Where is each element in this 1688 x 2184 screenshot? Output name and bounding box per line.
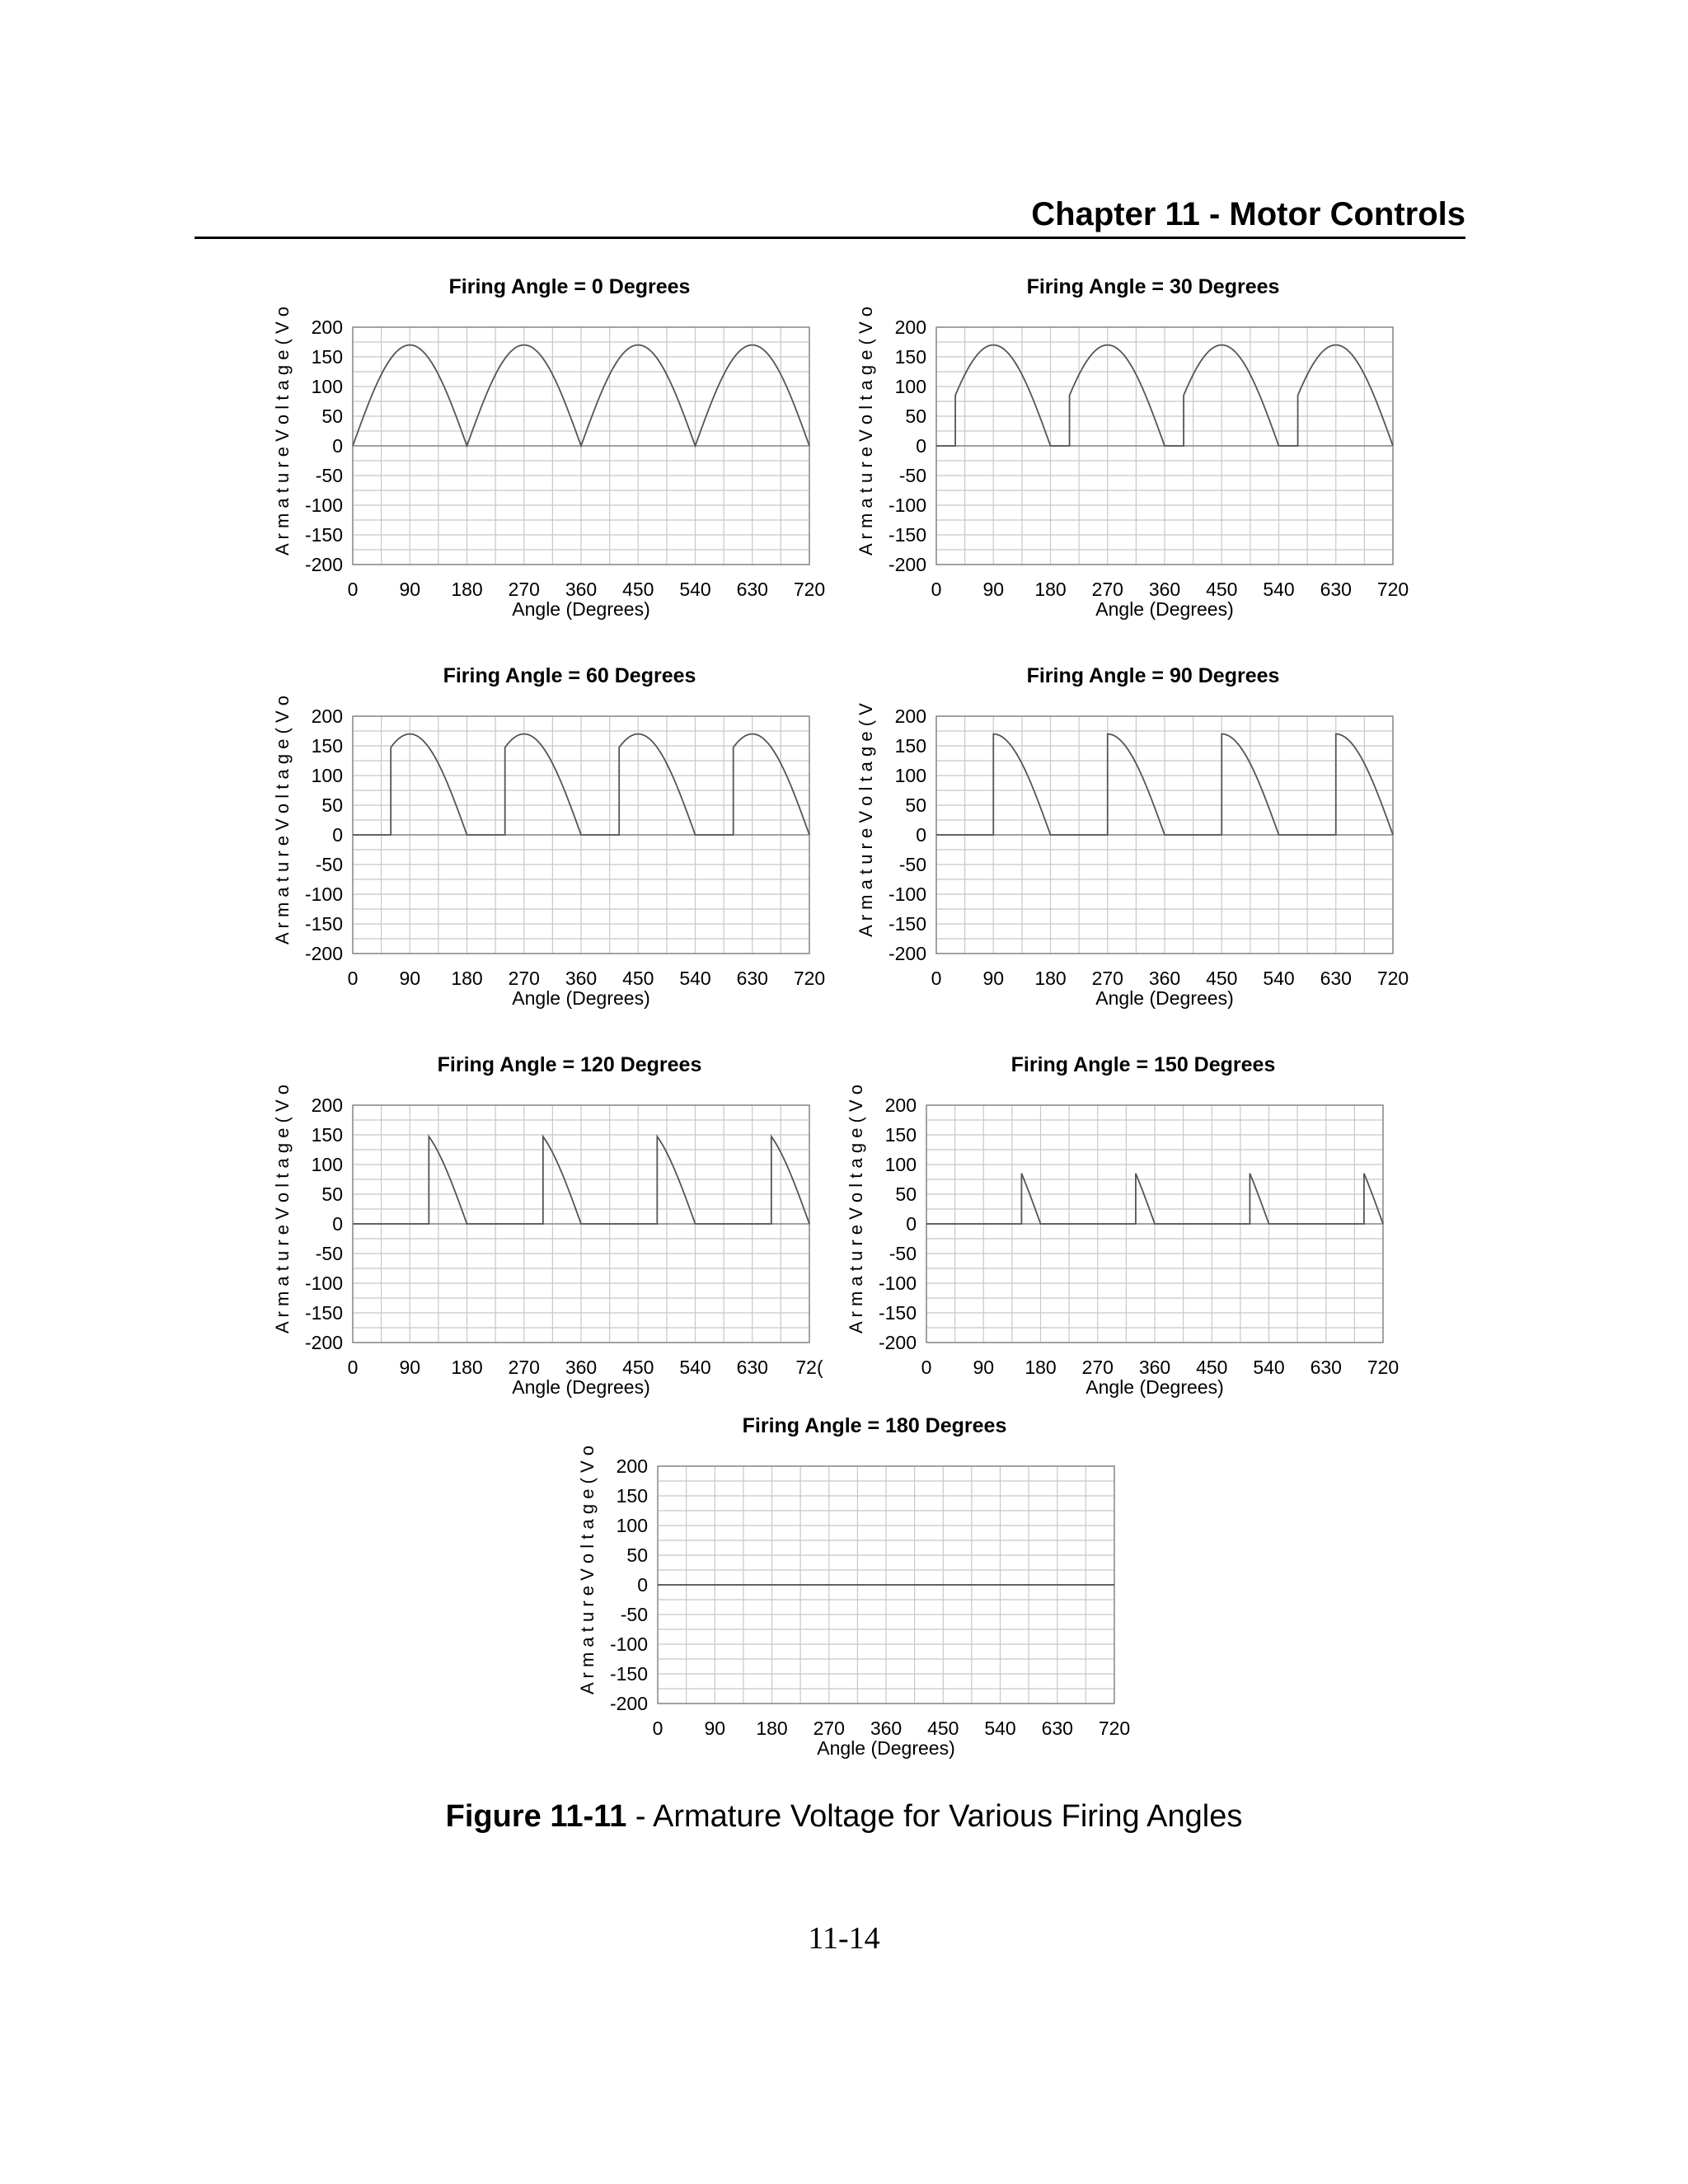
x-tick-label: 90 [399, 1357, 421, 1378]
y-tick-label: -150 [888, 913, 926, 935]
figure-caption-number: Figure 11-11 [445, 1799, 627, 1834]
y-tick-label: 150 [311, 346, 343, 368]
x-tick-label: 270 [508, 968, 540, 989]
x-tick-label: 720 [793, 968, 826, 989]
y-tick-label: 0 [916, 435, 926, 457]
figure-caption [0, 1799, 1688, 1835]
x-tick-label: 90 [399, 579, 421, 600]
chart-firing-30 [847, 264, 1424, 651]
x-tick-label: 540 [984, 1718, 1016, 1739]
figure-caption-text: - Armature Voltage for Various Firing Angles [626, 1799, 1243, 1834]
y-tick-label: -150 [304, 913, 343, 935]
chart-firing-120 [264, 1042, 841, 1429]
x-tick-label: 360 [565, 579, 598, 600]
y-tick-label: 200 [311, 316, 343, 338]
x-tick-label: 450 [622, 1357, 654, 1378]
y-tick-label: 200 [894, 705, 926, 727]
y-tick-label: 100 [616, 1515, 648, 1536]
x-tick-label: 90 [973, 1357, 995, 1378]
page-number: 11-14 [808, 1921, 880, 1956]
x-tick-label: 540 [1263, 968, 1295, 989]
x-tick-label: 630 [1310, 1357, 1342, 1378]
x-tick-label: 360 [870, 1718, 903, 1739]
chart-title: Firing Angle = 90 Degrees [1026, 664, 1280, 687]
x-axis-label: Angle (Degrees) [817, 1737, 955, 1759]
y-tick-label: -50 [315, 1243, 343, 1264]
y-tick-label: 100 [894, 376, 926, 397]
y-tick-label: -200 [888, 554, 926, 575]
chapter-title: Chapter 11 - Motor Controls [1031, 196, 1465, 232]
x-tick-label: 270 [508, 579, 540, 600]
y-tick-label: 150 [311, 1124, 343, 1146]
x-axis-label: Angle (Degrees) [1095, 598, 1234, 620]
y-tick-label: -50 [889, 1243, 917, 1264]
x-tick-label: 90 [982, 579, 1005, 600]
y-tick-label: -50 [620, 1604, 648, 1625]
x-axis-label: Angle (Degrees) [1095, 987, 1234, 1009]
y-tick-label: -100 [878, 1272, 917, 1294]
y-tick-label: -50 [898, 465, 926, 486]
x-tick-label: 270 [1091, 579, 1123, 600]
x-tick-label: 0 [347, 968, 359, 989]
y-tick-label: 50 [321, 405, 343, 427]
y-tick-label: -150 [304, 524, 343, 546]
x-tick-label: 0 [931, 579, 942, 600]
y-tick-label: -50 [315, 465, 343, 486]
y-tick-label: -200 [878, 1332, 917, 1353]
x-tick-label: 0 [347, 579, 359, 600]
chart-firing-150 [837, 1042, 1414, 1429]
chart-title: Firing Angle = 60 Degrees [443, 664, 696, 687]
chart-title: Firing Angle = 0 Degrees [448, 275, 691, 298]
x-tick-label: 360 [1148, 579, 1181, 600]
x-tick-label: 0 [931, 968, 942, 989]
y-tick-label: -200 [304, 1332, 343, 1353]
x-tick-label: 270 [813, 1718, 845, 1739]
y-tick-label: 50 [321, 794, 343, 816]
x-tick-label: 720 [1376, 579, 1409, 600]
y-tick-label: -150 [609, 1663, 648, 1685]
chart-title: Firing Angle = 30 Degrees [1026, 275, 1280, 298]
y-tick-label: -100 [609, 1633, 648, 1655]
y-axis-label: A r m a t u r e V o l t a g e ( V o [577, 1445, 598, 1695]
y-tick-label: 200 [884, 1094, 917, 1116]
x-tick-label: 180 [1025, 1357, 1057, 1378]
x-tick-label: 0 [921, 1357, 932, 1378]
y-tick-label: 150 [616, 1485, 648, 1507]
x-tick-label: 450 [622, 579, 654, 600]
x-tick-label: 0 [652, 1718, 663, 1739]
y-tick-label: 100 [894, 765, 926, 786]
y-tick-label: -200 [609, 1693, 648, 1714]
y-tick-label: 200 [894, 316, 926, 338]
x-tick-label: 540 [1263, 579, 1295, 600]
y-tick-label: 100 [311, 765, 343, 786]
y-tick-label: -100 [304, 883, 343, 905]
y-axis-label: A r m a t u r e V o l t a g e ( V o [272, 1084, 293, 1334]
x-tick-label: 540 [679, 1357, 711, 1378]
x-tick-label: 540 [679, 968, 711, 989]
chart-title: Firing Angle = 150 Degrees [1010, 1053, 1276, 1076]
header-rule [195, 237, 1465, 239]
y-tick-label: -150 [888, 524, 926, 546]
x-tick-label: 360 [1148, 968, 1181, 989]
x-tick-label: 0 [347, 1357, 359, 1378]
x-tick-label: 540 [1253, 1357, 1285, 1378]
x-tick-label: 630 [1041, 1718, 1073, 1739]
x-tick-label: 450 [1196, 1357, 1228, 1378]
y-tick-label: 150 [311, 735, 343, 757]
x-axis-label: Angle (Degrees) [512, 1376, 650, 1398]
y-tick-label: -100 [888, 883, 926, 905]
y-tick-label: 100 [884, 1154, 917, 1175]
y-axis-label: A r m a t u r e V o l t a g e ( V o [272, 695, 293, 945]
y-tick-label: 0 [332, 824, 343, 846]
x-tick-label: 180 [1034, 579, 1067, 600]
x-tick-label: 450 [1206, 968, 1238, 989]
y-axis-label: A r m a t u r e V o l t a g e ( V o [856, 306, 876, 556]
chart-firing-0 [264, 264, 841, 651]
y-tick-label: 150 [894, 346, 926, 368]
y-tick-label: -100 [304, 494, 343, 516]
x-tick-label: 630 [736, 579, 768, 600]
x-tick-label: 720 [1098, 1718, 1131, 1739]
x-tick-label: 360 [1138, 1357, 1171, 1378]
y-tick-label: 100 [311, 376, 343, 397]
x-axis-label: Angle (Degrees) [512, 598, 650, 620]
x-tick-label: 450 [622, 968, 654, 989]
y-tick-label: -150 [878, 1302, 917, 1324]
x-tick-label: 90 [399, 968, 421, 989]
x-tick-label: 630 [736, 1357, 768, 1378]
x-tick-label: 90 [704, 1718, 726, 1739]
y-tick-label: 200 [616, 1455, 648, 1477]
y-tick-label: -200 [304, 554, 343, 575]
x-tick-label: 540 [679, 579, 711, 600]
x-tick-label: 180 [756, 1718, 788, 1739]
x-tick-label: 180 [1034, 968, 1067, 989]
chart-firing-60 [264, 653, 841, 1040]
x-tick-label: 630 [1320, 579, 1352, 600]
y-tick-label: 0 [332, 1213, 343, 1235]
y-axis-label: A r m a t u r e V o l t a g e ( V o [272, 306, 293, 556]
y-tick-label: -150 [304, 1302, 343, 1324]
x-tick-label: 720 [1376, 968, 1409, 989]
y-axis-label: A r m a t u r e V o l t a g e ( V o [846, 1084, 866, 1334]
y-tick-label: 50 [626, 1544, 648, 1566]
y-tick-label: 0 [916, 824, 926, 846]
x-tick-label: 450 [927, 1718, 959, 1739]
y-tick-label: 150 [894, 735, 926, 757]
y-tick-label: 0 [332, 435, 343, 457]
chart-firing-180 [569, 1403, 1146, 1790]
y-tick-label: 50 [895, 1183, 917, 1205]
x-tick-label: 720 [793, 579, 826, 600]
x-tick-label: 720 [1367, 1357, 1400, 1378]
y-tick-label: -100 [888, 494, 926, 516]
x-tick-label: 180 [451, 968, 483, 989]
x-tick-label: 630 [1320, 968, 1352, 989]
x-tick-label: 360 [565, 1357, 598, 1378]
x-tick-label: 630 [736, 968, 768, 989]
y-tick-label: -100 [304, 1272, 343, 1294]
y-tick-label: 50 [905, 405, 926, 427]
y-tick-label: -200 [888, 943, 926, 964]
y-tick-label: -50 [315, 854, 343, 875]
chart-title: Firing Angle = 180 Degrees [742, 1414, 1007, 1437]
x-tick-label: 270 [1091, 968, 1123, 989]
y-axis-label: A r m a t u r e V o l t a g e ( V [856, 703, 876, 937]
x-tick-label: 360 [565, 968, 598, 989]
x-axis-label: Angle (Degrees) [512, 987, 650, 1009]
x-tick-label: 180 [451, 579, 483, 600]
chart-title: Firing Angle = 120 Degrees [437, 1053, 702, 1076]
y-tick-label: 200 [311, 705, 343, 727]
x-tick-label: 270 [508, 1357, 540, 1378]
x-tick-label: 270 [1081, 1357, 1114, 1378]
chart-firing-90 [847, 653, 1424, 1040]
y-tick-label: 50 [905, 794, 926, 816]
x-tick-label: 72( [795, 1357, 823, 1378]
x-tick-label: 180 [451, 1357, 483, 1378]
y-tick-label: 50 [321, 1183, 343, 1205]
y-tick-label: 200 [311, 1094, 343, 1116]
y-tick-label: -50 [898, 854, 926, 875]
x-tick-label: 450 [1206, 579, 1238, 600]
y-tick-label: -200 [304, 943, 343, 964]
y-tick-label: 0 [637, 1574, 648, 1596]
y-tick-label: 0 [906, 1213, 917, 1235]
y-tick-label: 150 [884, 1124, 917, 1146]
x-axis-label: Angle (Degrees) [1085, 1376, 1224, 1398]
x-tick-label: 90 [982, 968, 1005, 989]
y-tick-label: 100 [311, 1154, 343, 1175]
